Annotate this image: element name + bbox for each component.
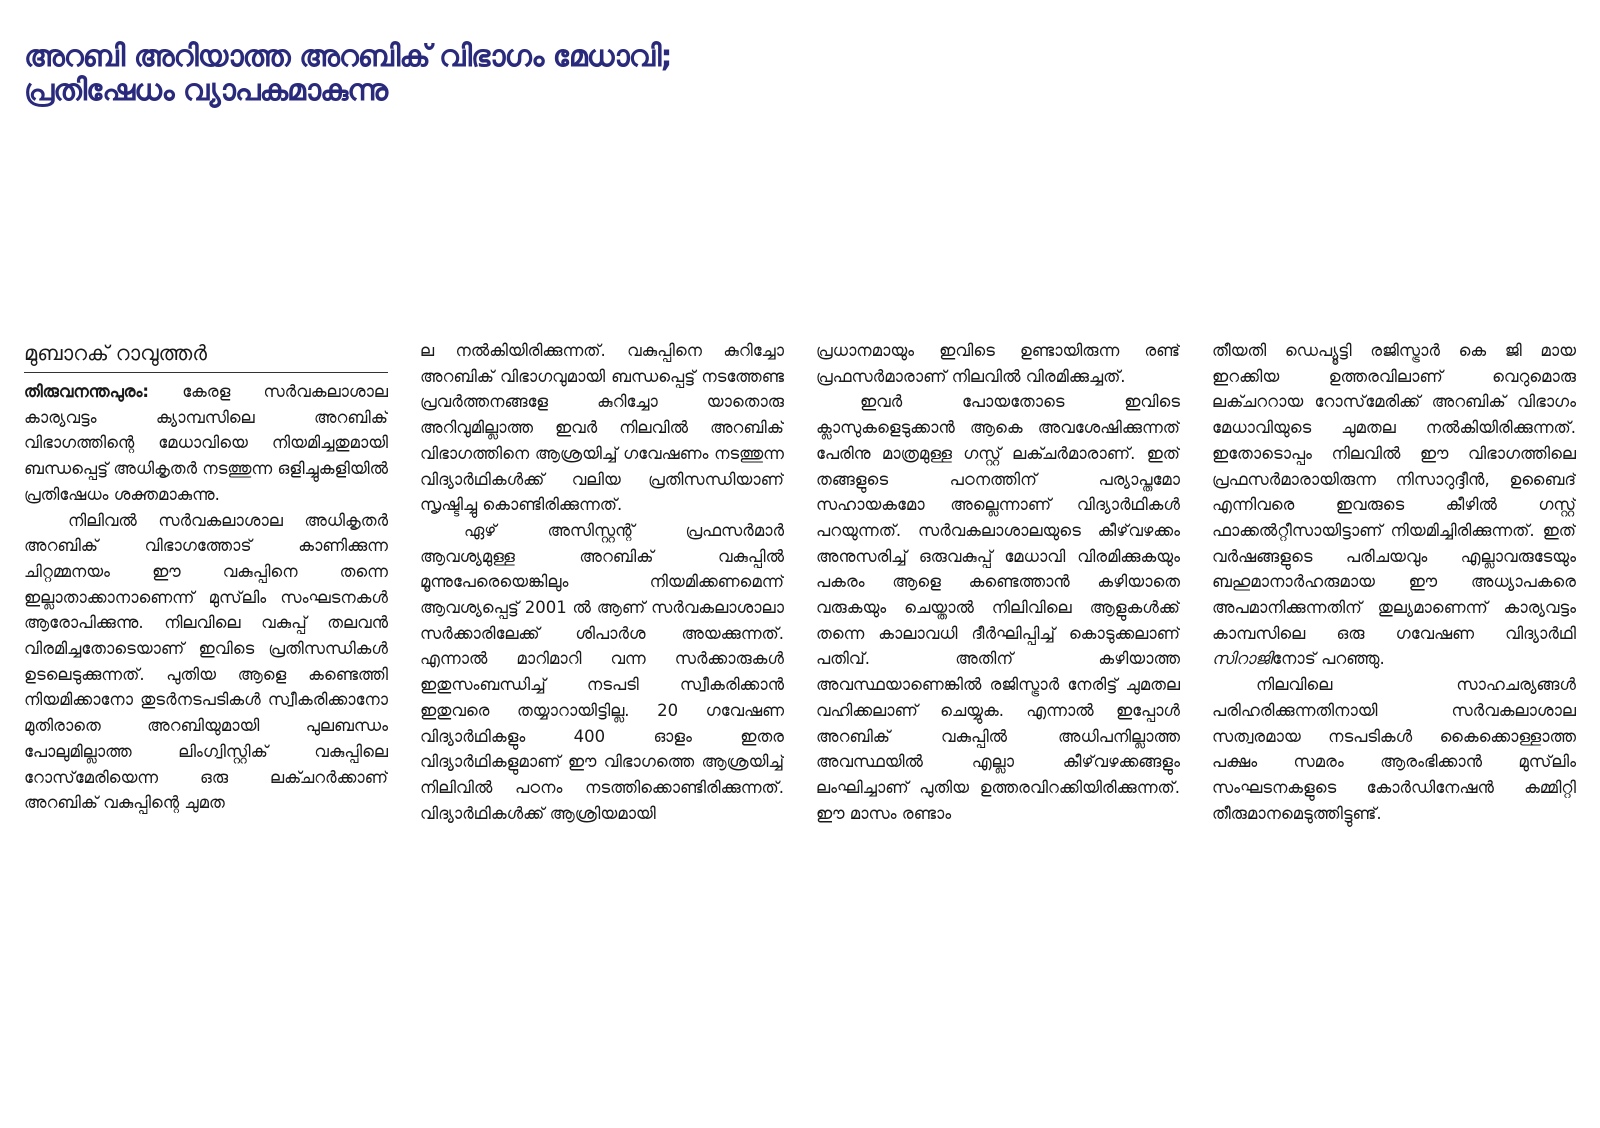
lead-paragraph — [24, 379, 388, 508]
paragraph: പ്രധാനമായും ഇവിടെ ഉണ്ടായിരുന്ന രണ്ട് പ്രഫസർമാരാണ് നിലവിൽ വിരമിക്കുച്ചത്. — [816, 341, 1180, 386]
column-3 — [816, 338, 1180, 1123]
column-1 — [24, 338, 388, 1123]
paragraph: ഇവർ പോയതോടെ ഇവിടെ ക്ലാസുകളെടുക്കാൻ ആകെ അവശേഷിക്കുന്നത് പേരിനു മാത്രമുള്ള ഗസ്റ്റ് ലക്ചർമാരാണ്. ഇത് തങ്ങളുടെ പഠനത്തിന് പര്യാപ്തമോ സഹായകമോ അല്ലെന്നാണ് വിദ്യാർഥികൾ പറയുന്നത്. സർവകലാശാലയുടെ കീഴ്‌വഴക്കം അനുസരിച്ച് ഒരുവകുപ്പ് മേധാവി വിരമിക്കുകയും പകരം ആളെ കണ്ടെത്താൻ കഴിയാതെ വരുകയും ചെയ്താൽ നിലിവിലെ ആളുകൾക്ക് തന്നെ കാലാവധി ദീർഘിപ്പിച്ച് കൊടുക്കലാണ് പതിവ്. അതിന് കഴിയാത്ത അവസ്ഥയാണെങ്കിൽ രജിസ്ട്രാർ നേരിട്ട് ചുമതല വഹിക്കലാണ് ചെയ്യുക. എന്നാൽ ഇപ്പോൾ അറബിക് വകുപ്പിൽ അധിപനില്ലാത്ത അവസ്ഥയിൽ എല്ലാ കീഴ്‌വഴക്കങ്ങളും ലംഘിച്ചാണ് പുതിയ ഉത്തരവിറക്കിയിരിക്കുന്നത്. ഈ മാസം രണ്ടാം — [816, 392, 1180, 823]
paragraph: നിലിവൽ സർവകലാശാല അധികൃതർ അറബിക് വിഭാഗത്തോട് കാണിക്കുന്ന ചിറ്റമ്മനയം ഈ വകുപ്പിനെ തന്നെ ഇല്ലാതാക്കാനാണെന്ന് മുസ്‌ലിം സംഘടനകൾ ആരോപിക്കുന്നു. നിലവിലെ വകുപ്പ് തലവൻ വിരമിച്ചതോടെയാണ് ഇവിടെ പ്രതിസന്ധികൾ ഉടലെടുക്കുന്നത്. പുതിയ ആളെ കണ്ടെത്തി നിയമിക്കാനോ തുടർനടപടികൾ സ്വീകരിക്കാനോ മുതിരാതെ അറബിയുമായി പുലബന്ധം പോലുമില്ലാത്ത ലിംഗ്വിസ്റ്റിക് വകുപ്പിലെ റോസ്‌മേരിയെന്ന ഒരു ലക്ചറർക്കാണ് അറബിക് വകുപ്പിന്റെ ചുമത — [24, 510, 388, 813]
headline-line-1: അറബി അറിയാത്ത അറബിക് വിഭാഗം മേധാവി; — [24, 39, 672, 74]
paragraph-text: കേരള സർവകലാശാല കാര്യവട്ടം ക്യാമ്പസിലെ അറബിക് വിഭാഗത്തിന്റെ മേധാവിയെ നിയമിച്ചതുമായി ബന്ധപ്പെട്ട് അധികൃതർ നടത്തുന്ന ഒളിച്ചുകളിയിൽ പ്രതിഷേധം ശക്തമാകുന്നു. — [24, 382, 388, 504]
headline — [24, 40, 1584, 108]
source-name: സിറാജി — [1212, 649, 1273, 669]
paragraph-text: നോട് പറഞ്ഞു. — [1272, 649, 1385, 669]
paragraph: ല നൽകിയിരിക്കുന്നത്. വകുപ്പിനെ കുറിച്ചോ അറബിക് വിഭാഗവുമായി ബന്ധപ്പെട്ട് നടത്തേണ്ട പ്രവർത്തനങ്ങളേ കുറിച്ചോ യാതൊരു അറിവുമില്ലാത്ത ഇവർ നിലവിൽ അറബിക് വിഭാഗത്തിനെ ആശ്രയിച്ച് ഗവേഷണം നടത്തുന്ന വിദ്യാർഥികൾക്ക് വലിയ പ്രതിസന്ധിയാണ് സൃഷ്ടിച്ചു കൊണ്ടിരിക്കുന്നത്. — [420, 341, 784, 515]
paragraph — [1212, 338, 1576, 672]
headline-line-2: പ്രതിഷേധം വ്യാപകമാകുന്നു — [24, 73, 388, 109]
paragraph: നിലവിലെ സാഹചര്യങ്ങൾ പരിഹരിക്കുന്നതിനായി സർവകലാശാല സത്വരമായ നടപടികൾ കൈക്കൊള്ളാത്ത പക്ഷം സമരം ആരംഭിക്കാൻ മുസ്‌ലിം സംഘടനകളുടെ കോർഡിനേഷൻ കമ്മിറ്റി തീരുമാനമെടുത്തിട്ടുണ്ട്. — [1212, 675, 1576, 823]
byline: മുബാറക് റാവുത്തർ — [24, 338, 388, 373]
dateline: തിരുവനന്തപുരം: — [24, 382, 150, 401]
column-4 — [1212, 338, 1576, 1123]
paragraph-text: തീയതി ഡെപ്യൂട്ടി രജിസ്ട്രാർ കെ ജി മായ ഇറക്കിയ ഉത്തരവിലാണ് വെറുമൊരു ലക്ചററായ റോസ്‌മേരിക്ക് അറബിക് വിഭാഗം മേധാവിയുടെ ചുമതല നൽകിയിരിക്കുന്നത്. ഇതോടൊപ്പം നിലവിൽ ഈ വിഭാഗത്തിലെ പ്രഫസർമാരായിരുന്ന നിസാറുദ്ദീൻ, ഉബൈദ് എന്നിവരെ ഇവരുടെ കീഴിൽ ഗസ്റ്റ് ഫാക്കൽറ്റീസായിട്ടാണ് നിയമിച്ചിരിക്കുന്നത്. ഇത് വർഷങ്ങളുടെ പരിചയവും എല്ലാവരുടേയും ബഹുമാനാർഹരുമായ ഈ അധ്യാപകരെ അപമാനിക്കുന്നതിന് തുല്യമാണെന്ന് കാര്യവട്ടം കാമ്പസിലെ ഒരു ഗവേഷണ വിദ്യാർഥി — [1212, 341, 1576, 643]
paragraph: ഏഴ് അസിസ്റ്റന്റ് പ്രഫസർമാർ ആവശ്യമുള്ള അറബിക് വകുപ്പിൽ മൂന്നുപേരെയെങ്കിലും നിയമിക്കണമെന്ന് ആവശ്യപ്പെട്ട് 2001 ൽ ആണ് സർവകലാശാലാ സർക്കാരിലേക്ക് ശിപാർശ അയക്കുന്നത്. എന്നാൽ മാറിമാറി വന്ന സർക്കാരുകൾ ഇതുസംബന്ധിച്ച് നടപടി സ്വീകരിക്കാൻ ഇതുവരെ തയ്യാറായിട്ടില്ല. 20 ഗവേഷണ വിദ്യാർഥികളും 400 ഓളം ഇതര വിദ്യാർഥികളുമാണ് ഈ വിഭാഗത്തെ ആശ്രയിച്ച് നിലിവിൽ പഠനം നടത്തിക്കൊണ്ടിരിക്കുന്നത്. വിദ്യാർഥികൾക്ക് ആശ്രിയമായി — [420, 520, 784, 823]
column-2 — [420, 338, 784, 1123]
article-body — [24, 338, 1576, 1123]
